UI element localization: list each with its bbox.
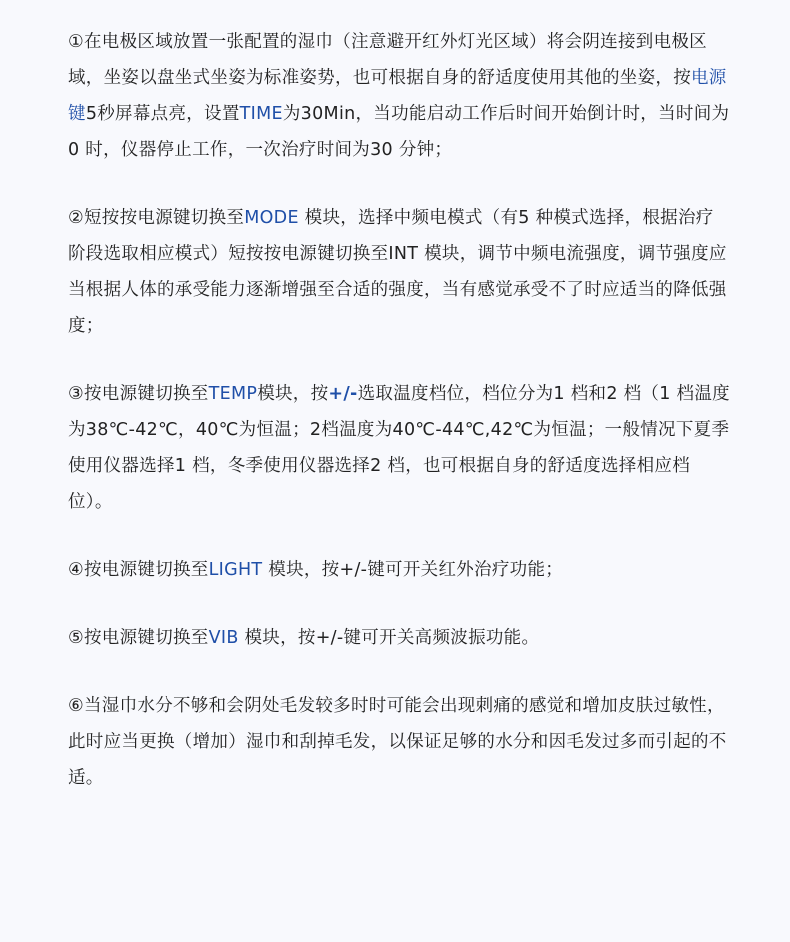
step-2-text-b: 模块，选择中频电模式（有5 种模式选择，根据治疗阶段选取相应模式）短按按电源键切换至INT 模块，调节中频电流强度，调节强度应当根据人体的承受能力逐渐增强至合适的强度，当有感觉承受不了时应适当的降低强度； (68, 208, 727, 336)
step-1-text-b: 5秒屏幕点亮，设置 (85, 104, 240, 124)
instruction-step-1 (68, 24, 730, 168)
instruction-step-2 (68, 200, 730, 344)
light-mode-label: LIGHT (208, 560, 263, 580)
step-3-text-a: ③按电源键切换至 (68, 384, 209, 404)
step-5-text-b: 模块，按+/-键可开关高频波振功能。 (238, 628, 540, 648)
power-key-label: 电源键 (68, 68, 727, 124)
step-2-text-a: ②短按按电源键切换至 (68, 208, 245, 228)
step-3-text-b: 模块，按 (257, 384, 329, 404)
temp-mode-label: TEMP (208, 384, 258, 404)
step-6-text: ⑥当湿巾水分不够和会阴处毛发较多时时可能会出现刺痛的感觉和增加皮肤过敏性，此时应当更换（增加）湿巾和刮掉毛发，以保证足够的水分和因毛发过多而引起的不适。 (68, 696, 727, 788)
step-4-text-b: 模块，按+/-键可开关红外治疗功能； (262, 560, 564, 580)
step-1-text-c: 为30Min，当功能启动工作后时间开始倒计时，当时间为0 时，仪器停止工作，一次治疗时间为30 分钟； (68, 104, 730, 160)
time-mode-label: TIME (239, 104, 283, 124)
mode-label: MODE (244, 208, 299, 228)
step-3-text-c: 选取温度档位，档位分为1 档和2 档（1 档温度为38℃-42℃，40℃为恒温；2档温度为40℃-44℃,42℃为恒温；一般情况下夏季使用仪器选择1 档，冬季使用仪器选择2 档，也可根据自身的舒适度选择相应档位）。 (68, 384, 730, 512)
instruction-step-4 (68, 552, 730, 588)
instruction-step-3 (68, 376, 730, 520)
plus-minus-label: +/- (328, 384, 358, 404)
vib-mode-label: VIB (208, 628, 239, 648)
step-4-text-a: ④按电源键切换至 (68, 560, 209, 580)
step-5-text-a: ⑤按电源键切换至 (68, 628, 209, 648)
instruction-step-6 (68, 688, 730, 796)
step-1-text-a: ①在电极区域放置一张配置的湿巾（注意避开红外灯光区域）将会阴连接到电极区域，坐姿以盘坐式坐姿为标准姿势，也可根据自身的舒适度使用其他的坐姿，按 (68, 32, 707, 88)
instruction-step-5 (68, 620, 730, 656)
